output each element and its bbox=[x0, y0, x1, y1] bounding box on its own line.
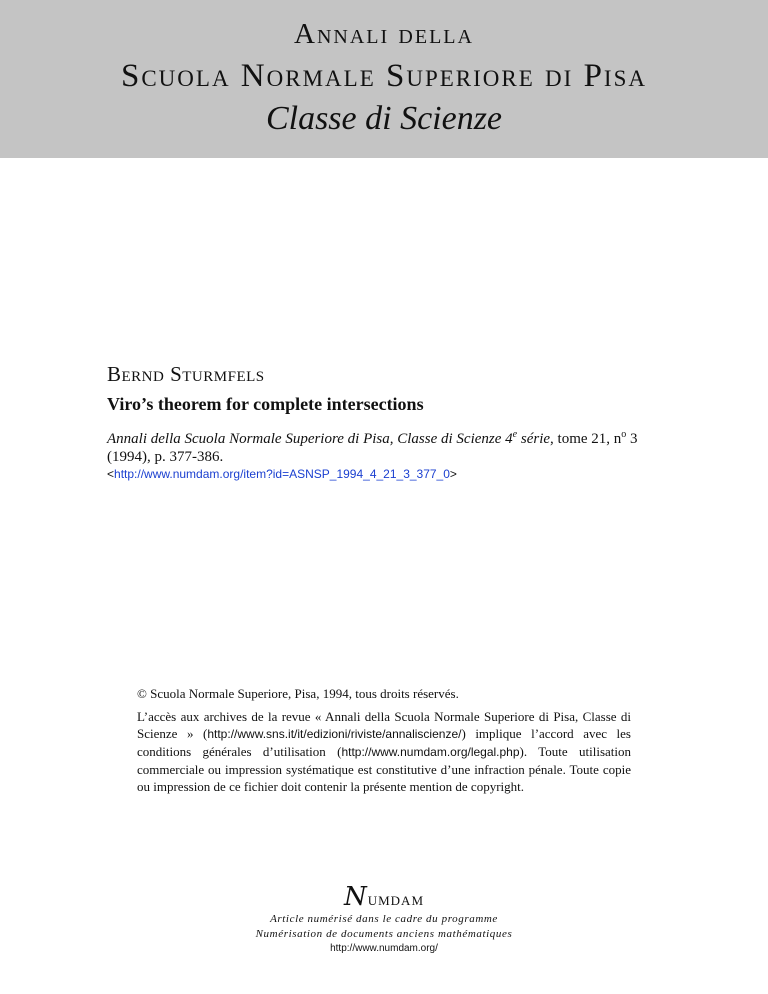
copyright-line: © Scuola Normale Superiore, Pisa, 1994, tous droits réservés. bbox=[137, 686, 459, 701]
footer-url[interactable]: http://www.numdam.org/ bbox=[330, 943, 438, 954]
terms-url-sns[interactable]: http://www.sns.it/it/edizioni/riviste/annaliscienze/ bbox=[207, 727, 462, 741]
header-annali-della: Annali della bbox=[294, 18, 474, 50]
footer-line-1: Article numérisé dans le cadre du programme bbox=[270, 913, 498, 925]
footer-line-2: Numérisation de documents anciens mathématiques bbox=[255, 928, 513, 940]
article-title: Viro’s theorem for complete intersections bbox=[107, 394, 424, 414]
citation-journal: Annali della Scuola Normale Superiore di Pisa, Classe di Scienze 4e série bbox=[107, 429, 551, 447]
citation-details: , tome 21, $n^o$ 3 bbox=[550, 429, 638, 447]
journal-header-banner bbox=[0, 0, 768, 158]
terms-url-legal[interactable]: http://www.numdam.org/legal.php bbox=[341, 745, 520, 759]
article-url-link[interactable]: http://www.numdam.org/item?id=ASNSP_1994_4_21_3_377_0 bbox=[114, 467, 450, 481]
header-classe-di-scienze: Classe di Scienze bbox=[265, 100, 503, 137]
article-url: <http://www.numdam.org/item?id=ASNSP_1994_4_21_3_377_0> bbox=[107, 467, 457, 481]
citation-year-pages: (1994), p. 377-386. bbox=[107, 449, 224, 465]
numdam-logo: Numdam bbox=[343, 882, 425, 912]
header-scuola-normale: Scuola Normale Superiore di Pisa bbox=[120, 58, 647, 94]
terms-of-use: L’accès aux archives de la revue « Annali della Scuola Normale Superiore di Pisa, Classe di Scienze » (http://www.sns.it/it/edizioni/riviste/annaliscienze/) implique l’accord avec les conditions générales d’utilisation (http://www.numdam.org/legal.php). Toute utilisation commerciale ou impression systématique est constitutive d’une infraction pénale. Toute copie ou impression de ce fichier doit contenir la présente mention de copyright. bbox=[137, 709, 631, 794]
article-author: Bernd Sturmfels bbox=[107, 362, 265, 386]
numdam-footer bbox=[0, 882, 768, 956]
article-citation bbox=[107, 426, 667, 466]
